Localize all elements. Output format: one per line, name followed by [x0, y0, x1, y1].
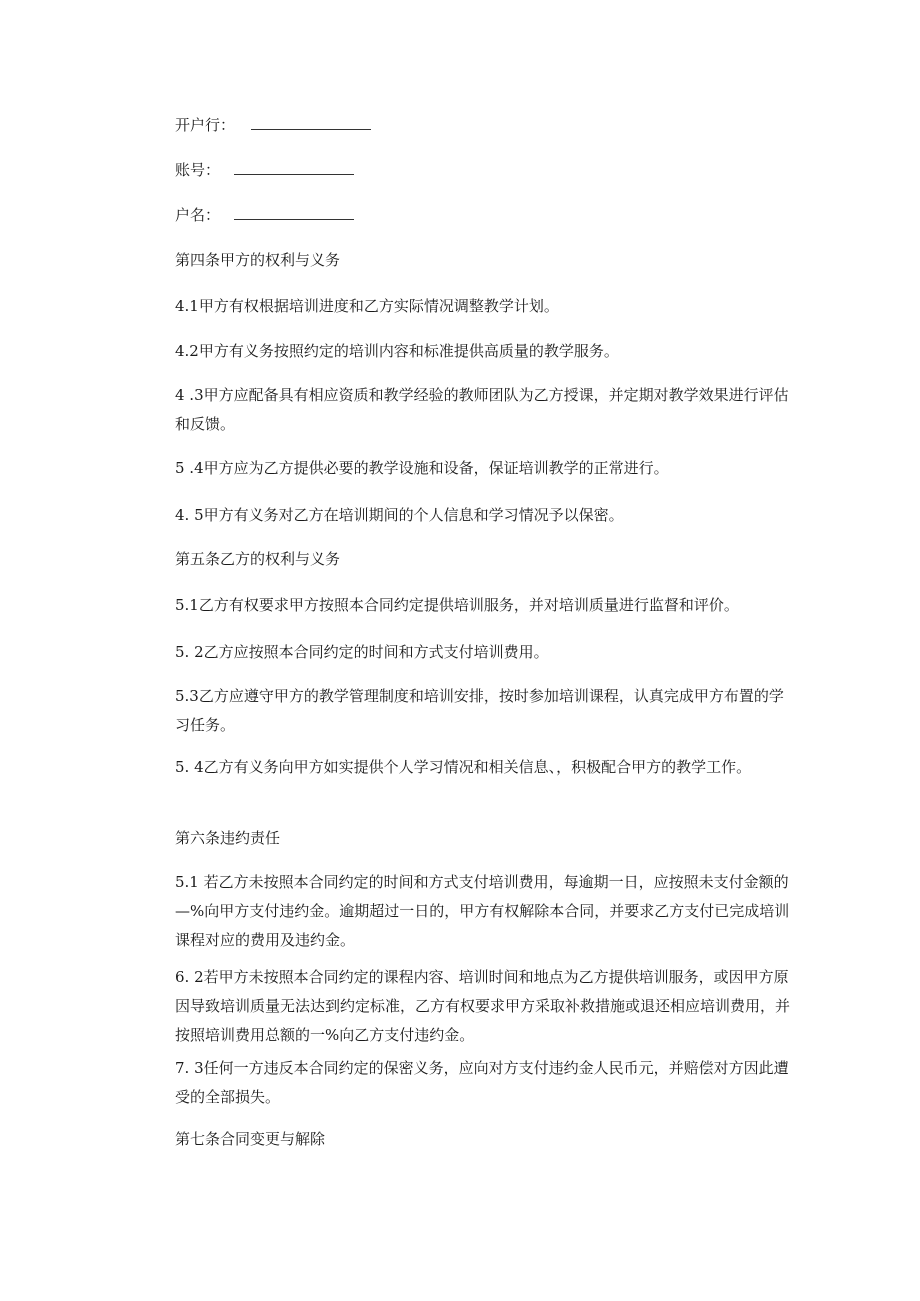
clause-4-2: 4.2甲方有义务按照约定的培训内容和标准提供高质量的教学服务。 [175, 342, 619, 360]
bank-label: 开户行： [175, 116, 236, 134]
clause-4-5: 4. 5甲方有义务对乙方在培训期间的个人信息和学习情况予以保密。 [175, 506, 624, 524]
clause-5-2: 5. 2乙方应按照本合同约定的时间和方式支付培训费用。 [175, 643, 549, 661]
clause-4-4: 5 .4甲方应为乙方提供必要的教学设施和设备，保证培训教学的正常进行。 [175, 459, 669, 477]
clause-6-1: 5.1 若乙方未按照本合同约定的时间和方式支付培训费用，每逾期一日，应按照未支付金额的—%向甲方支付违约金。逾期超过一日的，甲方有权解除本合同，并要求乙方支付已完成培训课程对应的费用及违约金。 [175, 873, 790, 949]
account-name-field [175, 203, 795, 227]
clause-4-3: 4 .3甲方应配备具有相应资质和教学经验的教师团队为乙方授课，并定期对教学效果进行评估和反馈。 [175, 386, 789, 433]
clause-6-2: 6. 2若甲方未按照本合同约定的课程内容、培训时间和地点为乙方提供培训服务，或因甲方原因导致培训质量无法达到约定标准，乙方有权要求甲方采取补救措施或退还相应培训费用，并按照培训费用总额的一%向乙方支付违约金。 [175, 968, 791, 1044]
account-field [175, 158, 795, 182]
bank-field [175, 113, 795, 137]
article-7-heading: 第七条合同变更与解除 [175, 1130, 326, 1148]
clause-6-3: 7. 3任何一方违反本合同约定的保密义务，应向对方支付违约金人民币元，并赔偿对方因此遭受的全部损失。 [175, 1059, 789, 1106]
account-name-label: 户名： [175, 206, 221, 224]
bank-blank[interactable] [251, 115, 371, 130]
article-5-heading: 第五条乙方的权利与义务 [175, 550, 341, 568]
account-blank[interactable] [234, 160, 354, 175]
clause-4-1: 4.1甲方有权根据培训进度和乙方实际情况调整教学计划。 [175, 297, 559, 315]
clause-5-3: 5.3乙方应遵守甲方的教学管理制度和培训安排，按时参加培训课程，认真完成甲方布置的学习任务。 [175, 687, 784, 734]
clause-5-1: 5.1乙方有权要求甲方按照本合同约定提供培训服务，并对培训质量进行监督和评价。 [175, 596, 739, 614]
clause-5-4: 5. 4乙方有义务向甲方如实提供个人学习情况和相关信息、，积极配合甲方的教学工作。 [175, 758, 752, 776]
article-6-heading: 第六条违约责任 [175, 829, 281, 847]
article-4-heading: 第四条甲方的权利与义务 [175, 251, 341, 269]
account-label: 账号： [175, 161, 221, 179]
account-name-blank[interactable] [234, 205, 354, 220]
